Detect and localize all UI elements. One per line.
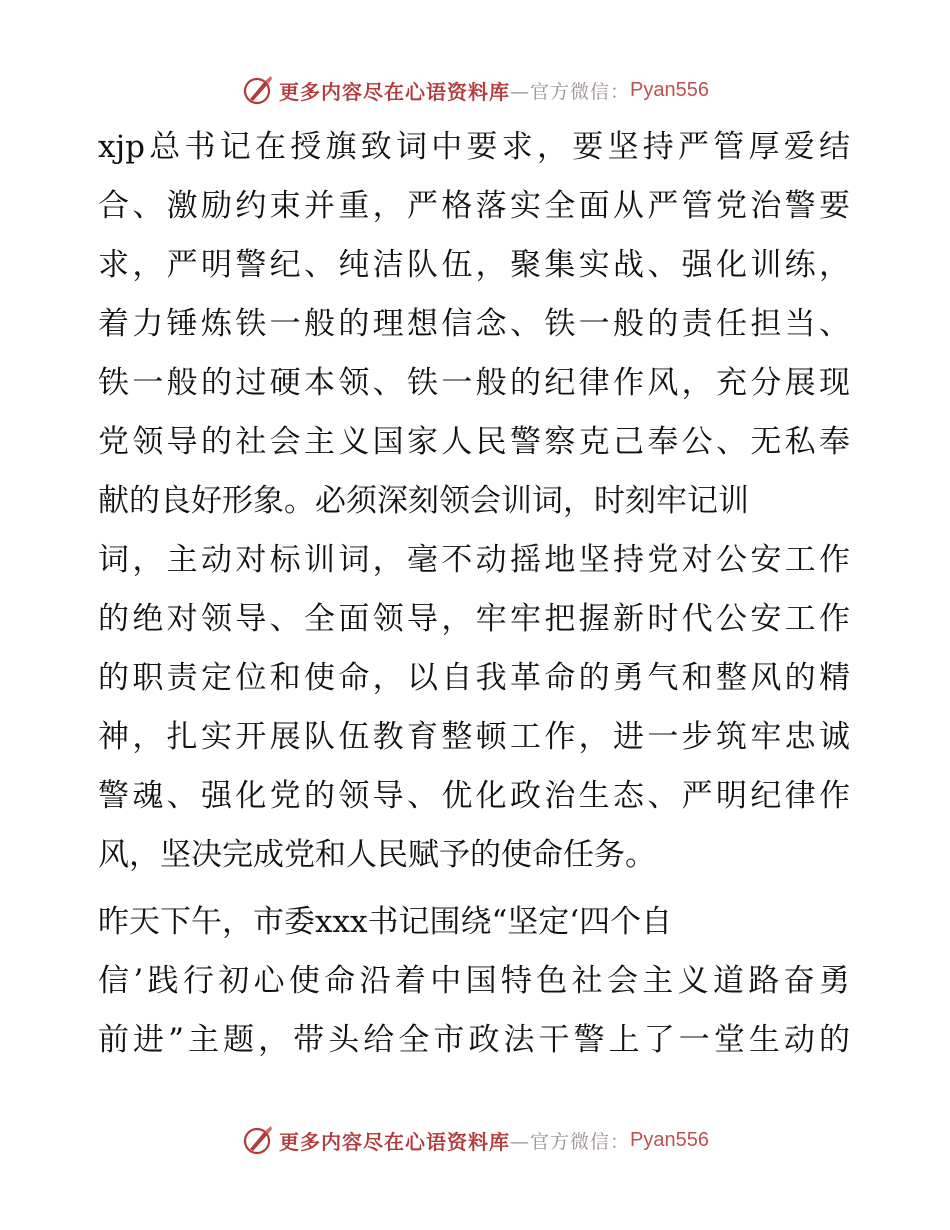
text-line: 前进”主题，带头给全市政法干警上了一堂生动的	[98, 1022, 850, 1058]
text-line: 党领导的社会主义国家人民警察克己奉公、无私奉	[98, 424, 850, 460]
watermark-sub-text: —官方微信：	[510, 1130, 631, 1153]
text-line: 献的良好形象。必须深刻领会训词，时刻牢记训	[98, 483, 749, 519]
text-line: 的绝对领导、全面领导，牢牢把握新时代公安工作	[98, 601, 850, 637]
quill-logo-icon	[241, 1123, 275, 1157]
text-line: 昨天下午，市委xxx书记围绕“坚定‘四个自	[98, 904, 673, 940]
paragraph-1	[98, 118, 850, 885]
text-line: xjp总书记在授旗致词中要求，要坚持严管厚爱结	[98, 129, 850, 165]
watermark-main-text: 更多内容尽在心语资料库	[279, 1129, 510, 1154]
text-line: 警魂、强化党的领导、优化政治生态、严明纪律作	[98, 778, 850, 814]
watermark-id-text: Pyan556	[630, 78, 709, 101]
watermark-id-text: Pyan556	[630, 1128, 709, 1151]
text-line: 神，扎实开展队伍教育整顿工作，进一步筑牢忠诚	[98, 719, 850, 755]
text-line: 风，坚决完成党和人民赋予的使命任务。	[98, 837, 656, 873]
text-line: 的职责定位和使命，以自我革命的勇气和整风的精	[98, 660, 850, 696]
header-watermark	[0, 70, 950, 110]
document-body	[98, 118, 850, 1070]
text-line: 铁一般的过硬本领、铁一般的纪律作风，充分展现	[98, 365, 850, 401]
watermark-sub-text: —官方微信：	[510, 80, 631, 103]
text-line: 着力锤炼铁一般的理想信念、铁一般的责任担当、	[98, 306, 850, 342]
text-line: 合、激励约束并重，严格落实全面从严管党治警要	[98, 188, 850, 224]
paragraph-2	[98, 893, 850, 1070]
text-line: 信’践行初心使命沿着中国特色社会主义道路奋勇	[98, 963, 850, 999]
text-line: 求，严明警纪、纯洁队伍，聚集实战、强化训练，	[98, 247, 850, 283]
text-line: 词，主动对标训词，毫不动摇地坚持党对公安工作	[98, 542, 850, 578]
watermark-main-text: 更多内容尽在心语资料库	[279, 79, 510, 104]
quill-logo-icon	[241, 73, 275, 107]
footer-watermark	[0, 1120, 950, 1160]
